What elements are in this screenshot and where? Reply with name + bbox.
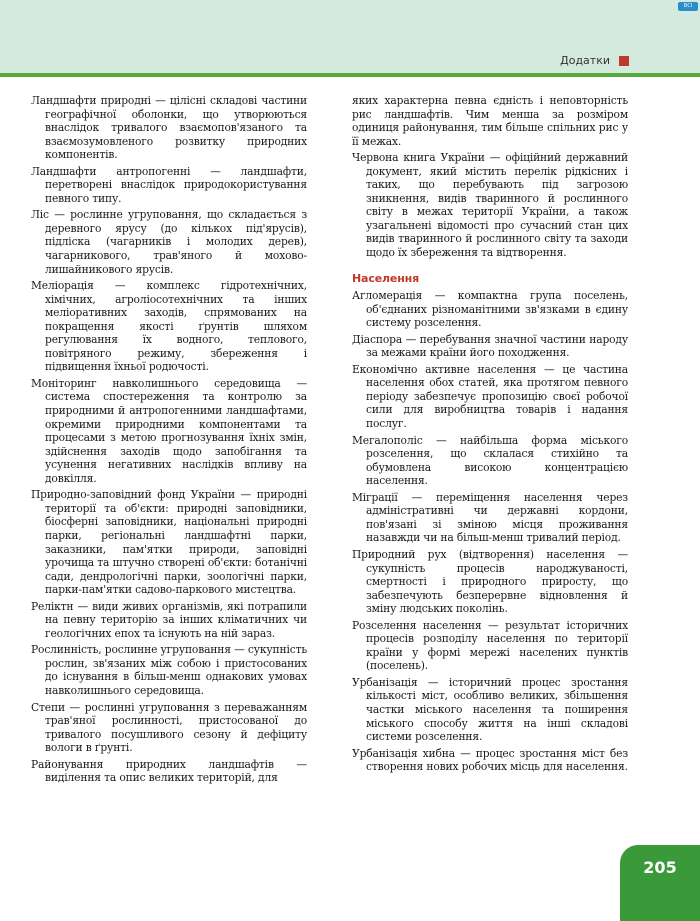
glossary-entry: Ландшафти антропогенні — ландшафти, перетворені внаслідок природокористування певного типу. <box>31 164 307 205</box>
glossary-entry: Міграції — переміщення населення через адміністративні чи державні кордони, пов'язані зі зміною місця проживання назавжди чи на більш-менш тривалий період. <box>352 490 628 545</box>
glossary-entry: Червона книга України — офіційний державний документ, який містить перелік рідкісних і таких, що перебувають під загрозою зникнення, видів тваринного й рослинного світу в межах території України, а також узагальнені відомості про сучасний стан цих видів тваринного й рослинного світу та заходи щодо їх збереження та відтворення. <box>352 151 628 260</box>
glossary-entry: Діаспора — перебування значної частини народу за межами країни його походження. <box>352 332 628 360</box>
header-divider <box>0 73 700 77</box>
glossary-entry: Реліктн — види живих організмів, які потрапили на певну територію за інших кліматичних чи геологічних епох та існують на ній зараз. <box>31 599 307 640</box>
glossary-entry: Урбанізація хибна — процес зростання міст без створення нових робочих місць для населення. <box>352 746 628 774</box>
glossary-entry: Агломерація — компактна група поселень, об'єднаних різноманітними зв'язками в єдину систему розселення. <box>352 289 628 330</box>
glossary-entry: Степи — рослинні угруповання з переважанням трав'яної рослинності, пристосованої до тривалого посушливого сезону й дефіциту вологи в ґрунті. <box>31 700 307 755</box>
glossary-entry: Меліорація — комплекс гідротехнічних, хімічних, агроліосотехнічних та інших меліоративних заходів, спрямованих на покращення якості ґрунтів шляхом регулювання їх водного, теплового, повітряного режиму, збереження і підвищення їхньої родючості. <box>31 279 307 374</box>
glossary-entry: Мегалополіс — найбільша форма міського розселення, що склалася стихійно та обумовлена високою концентрацією населення. <box>352 433 628 488</box>
glossary-entry: Моніторинг навколишнього середовища — система спостереження та контролю за природними й антропогенними ландшафтами, окремими природними компонентами та процесами з метою прогнозування їхніх змін, здійснення заходів щодо запобігання та усунення негативних наслідків впливу на довкілля. <box>31 376 307 485</box>
right-column <box>352 94 628 777</box>
glossary-entry: Ландшафти природні — цілісні складові частини географічної оболонки, що утворюються внаслідок тривалого взаємопов'язаного та взаємозумовленого розвитку природних компонентів. <box>31 94 307 162</box>
glossary-entry: Природний рух (відтворення) населення — сукупність процесів народжуваності, смертності і природного приросту, що забезпечують безперервне відновлення й зміну людських поколінь. <box>352 547 628 616</box>
glossary-entry: Розселення населення — результат історичних процесів розподілу населення по території країни у формі мережі населених пунктів (поселень). <box>352 618 628 673</box>
left-column <box>31 94 307 788</box>
glossary-entry: Урбанізація — історичний процес зростання кількості міст, особливо великих, збільшення частки міського населення та поширення міського способу життя на інші складові системи розселення. <box>352 675 628 744</box>
section-marker-icon <box>619 56 629 66</box>
section-heading: Населення <box>352 271 420 285</box>
glossary-entry-continued: яких характерна певна єдність і неповторність рис ландшафтів. Чим менша за розміром одиниця районування, тим більше спільних рис у її межах. <box>352 94 628 148</box>
glossary-entry: Економічно активне населення — це частина населення обох статей, яка протягом певного періоду забезпечує пропозицію своєї робочої сили для виробництва товарів і надання послуг. <box>352 362 628 431</box>
publisher-logo: ВСІ <box>678 2 698 11</box>
glossary-entry: Районування природних ландшафтів — виділення та опис великих територій, для <box>31 757 307 785</box>
glossary-entry: Ліс — рослинне угруповання, що складається з деревного ярусу (до кількох під'ярусів), підліска (чагарників і молодих дерев), чагарникового, трав'яного й мохово-лишайникового ярусів. <box>31 208 307 276</box>
section-title: Додатки <box>560 54 610 67</box>
glossary-entry: Природно-заповідний фонд України — природні території та об'єкти: природні заповідники, біосферні заповідники, національні природні парки, регіональні ландшафтні парки, заказники, пам'ятки природи, заповідні урочища та штучно створені об'єкти: ботанічні сади, дендрологічні парки, зоологічні парки, парки-пам'ятки садово-паркового мистецтва. <box>31 488 307 597</box>
page-number: 205 <box>620 845 700 921</box>
glossary-entry: Рослинність, рослинне угруповання — сукупність рослин, зв'язаних між собою і пристосованих до існування в більш-менш однакових умовах навколишнього середовища. <box>31 643 308 697</box>
